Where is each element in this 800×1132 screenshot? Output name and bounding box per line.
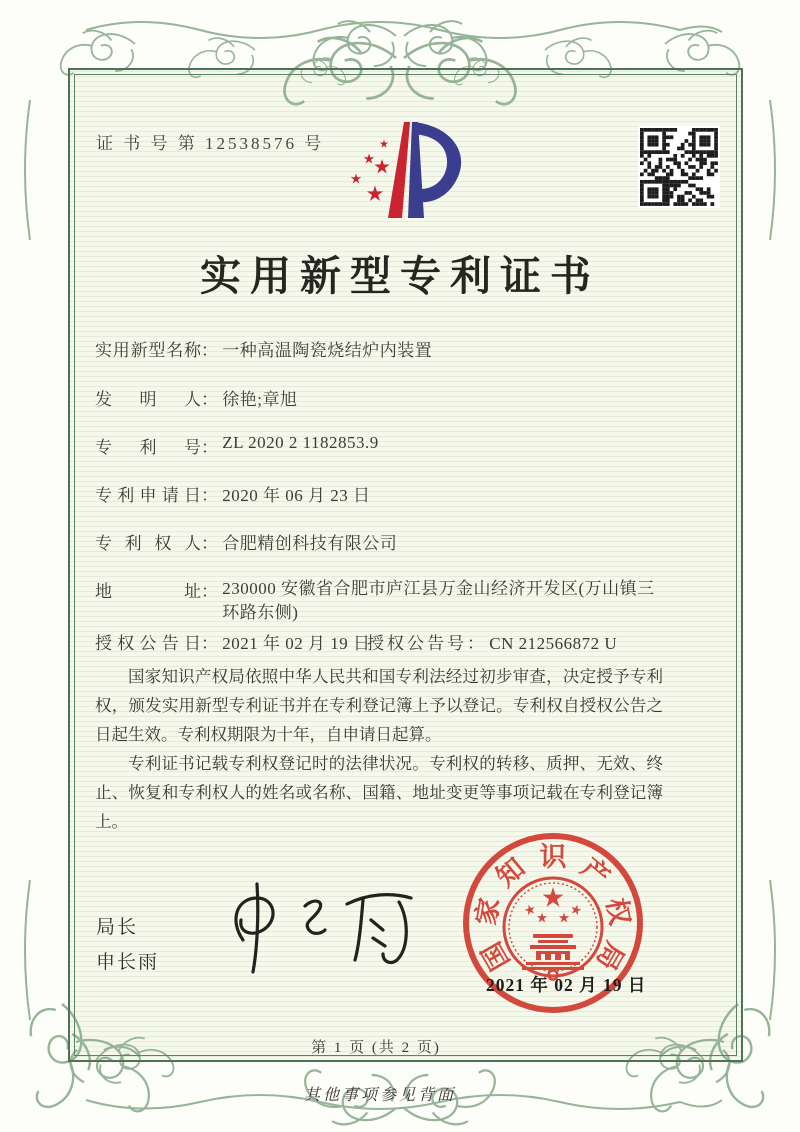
svg-text:知: 知 (490, 852, 531, 893)
field-colon: ： (201, 341, 218, 360)
cnipa-logo-icon (346, 114, 470, 228)
field-row-inventor (95, 385, 670, 410)
back-note: 其他事项参见背面 (303, 1087, 456, 1104)
svg-text:局: 局 (590, 936, 630, 976)
field-row-name (95, 336, 670, 361)
svg-text:权: 权 (600, 895, 636, 928)
field-value: ZL 2020 2 1182853.9 (222, 433, 379, 452)
director-signature (213, 876, 423, 980)
svg-text:识: 识 (539, 842, 567, 872)
field-label: 发明人 (95, 390, 201, 409)
field-label: 授权公告日 (95, 634, 201, 653)
grant-number-value: CN 212566872 U (489, 634, 618, 653)
field-colon: ： (201, 534, 218, 553)
svg-text:产: 产 (575, 852, 616, 893)
field-label: 地址 (95, 582, 201, 601)
field-value: 一种高温陶瓷烧结炉内装置 (222, 341, 433, 360)
certificate-title: 实用新型专利证书 (200, 253, 600, 299)
svg-text:家: 家 (470, 895, 506, 928)
field-row-grant (95, 629, 670, 654)
field-colon: ： (201, 438, 218, 457)
field-value: 合肥精创科技有限公司 (222, 534, 398, 553)
field-label: 专利号 (95, 438, 201, 457)
grant-date-value: 2021 年 02 月 19 日 (222, 634, 371, 653)
field-colon: ： (201, 486, 218, 505)
field-colon: ： (201, 390, 218, 409)
field-label: 专利申请日 (95, 486, 201, 505)
field-colon: ： (201, 634, 218, 653)
field-row-address (95, 577, 670, 625)
signer-title: 局长 (96, 917, 139, 938)
field-colon: ： (201, 582, 218, 601)
legal-paragraph: 国家知识产权局依照中华人民共和国专利法经过初步审查，决定授予专利权，颁发实用新型专利证书并在专利登记簿上予以登记。专利权自授权公告之日起生效。专利权期限为十年，自申请日起算。 (95, 667, 663, 744)
qr-code (638, 126, 720, 208)
field-row-patent-number (95, 433, 670, 458)
field-row-patentee (95, 529, 670, 554)
svg-text:国: 国 (476, 936, 516, 976)
seal-date: 2021 年 02 月 19 日 (486, 975, 647, 995)
grant-number-label: 授权公告号 (367, 634, 467, 653)
national-emblem-icon (504, 878, 602, 980)
field-value: 230000 安徽省合肥市庐江县万金山经济开发区(万山镇三环路东侧) (222, 579, 655, 622)
field-value: 2020 年 06 月 23 日 (222, 486, 371, 505)
field-label: 专利权人 (95, 534, 201, 553)
field-colon: ： (467, 634, 485, 653)
grant-number-group (367, 629, 617, 654)
signer-name: 申长雨 (96, 952, 160, 973)
field-row-filing-date (95, 481, 670, 506)
page-number: 第 1 页 (共 2 页) (311, 1040, 441, 1056)
certificate-number: 证 书 号 第 12538576 号 (96, 134, 325, 153)
field-value: 徐艳;章旭 (222, 390, 298, 409)
legal-paragraph: 专利证书记载专利权登记时的法律状况。专利权的转移、质押、无效、终止、恢复和专利权人的姓名或名称、国籍、地址变更等事项记载在专利登记簿上。 (95, 754, 663, 831)
field-label: 实用新型名称 (95, 341, 201, 360)
legal-text-block (95, 662, 663, 836)
